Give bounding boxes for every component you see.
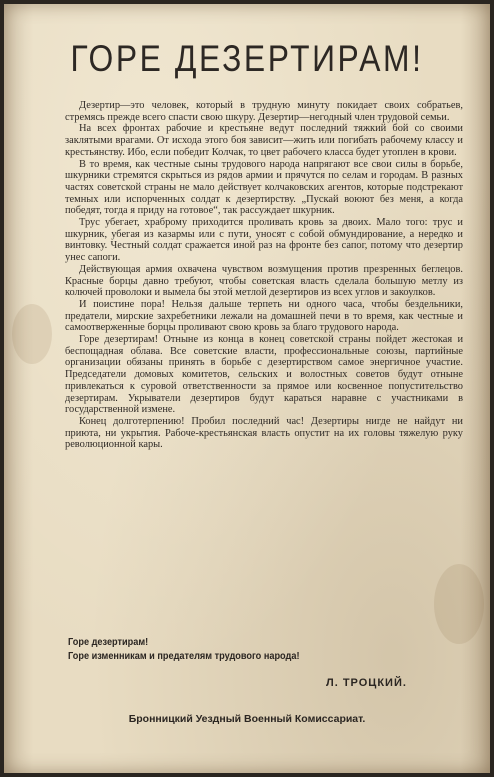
signature: Л. ТРОЦКИЙ. [326, 677, 407, 689]
slogan-line: Горе изменникам и предателям трудового народа! [68, 651, 300, 662]
paragraph: Действующая армия охвачена чувством возмущения против презренных беглецов. Красные борцы давно требуют, чтобы советская власть сделала большую метлу из колючей проволоки и вымела бы этой метлой дезертиров из всех углов и закоулков. [65, 263, 463, 299]
paragraph: Горе дезертирам! Отныне из конца в конец советской страны пойдет жестокая и беспощадная облава. Все советские власти, профессиональные союзы, партийные организации обязаны принять в борьбе с дезертирством самое энергичное участие. Председатели домовых комитетов, сельских и волостных советов будут отныне привлекаться к суровой ответственности за прямое или косвенное попустительство дезертирам. Укрыватели дезертиров будут караться наравне с участниками в государственной измене. [65, 334, 463, 416]
paragraph: На всех фронтах рабочие и крестьяне ведут последний тяжкий бой со своими заклятыми врагами. От исхода этого боя зависит—жить или погибать рабочему классу и крестьянству. Ибо, если победит Колчак, то цвет рабочего класса будет утоплен в крови. [65, 123, 463, 158]
paper-stain [434, 564, 484, 644]
slogan-line: Горе дезертирам! [68, 637, 149, 648]
closing-slogans [68, 636, 448, 664]
paragraph: Трус убегает, храброму приходится проливать кровь за двоих. Мало того: трус и шкурник, убегая из казармы или с пути, уносят с собой обмундирование, а нередко и винтовку. Честный солдат сражается иной раз на фронте без сапог, потому что дезертир унес сапоги. [65, 217, 463, 264]
paragraph: Дезертир—это человек, который в трудную минуту покидает своих собратьев, стремясь прежде всего спасти свою шкуру. Дезертир—негодный член трудовой семьи. [65, 100, 463, 123]
paragraph: В то время, как честные сыны трудового народа напрягают все свои силы в борьбе, шкурники стремятся скрыться из рядов армии и прячутся по селам и городам. В разных частях советской страны не мало действует колчаковских агентов, которые подстрекают темных или испорченных солдат к дезертирству. „Пускай воюют без меня, а когда победят, тогда я приду на готовое“, так рассуждает шкурник. [65, 158, 463, 217]
paragraph: Конец долготерпению! Пробил последний час! Дезертиры нигде не найдут ни приюта, ни укрытия. Рабоче-крестьянская власть опустит на их головы тяжелую руку революционной кары. [65, 415, 463, 451]
issuer-footer: Бронницкий Уездный Военный Комиссариат. [128, 713, 366, 725]
poster-title: ГОРЕ ДЕЗЕРТИРАМ! [70, 38, 424, 79]
paragraph: И поистине пора! Нельзя дальше терпеть ни одного часа, чтобы бездельники, предатели, мирские захребетники лежали на домашней печи в то время, как честные и самоотверженные борцы проливают свою кровь за благо трудового народа. [65, 298, 463, 334]
poster-sheet [4, 4, 490, 773]
paper-stain [12, 304, 52, 364]
proclamation-body [65, 100, 463, 451]
